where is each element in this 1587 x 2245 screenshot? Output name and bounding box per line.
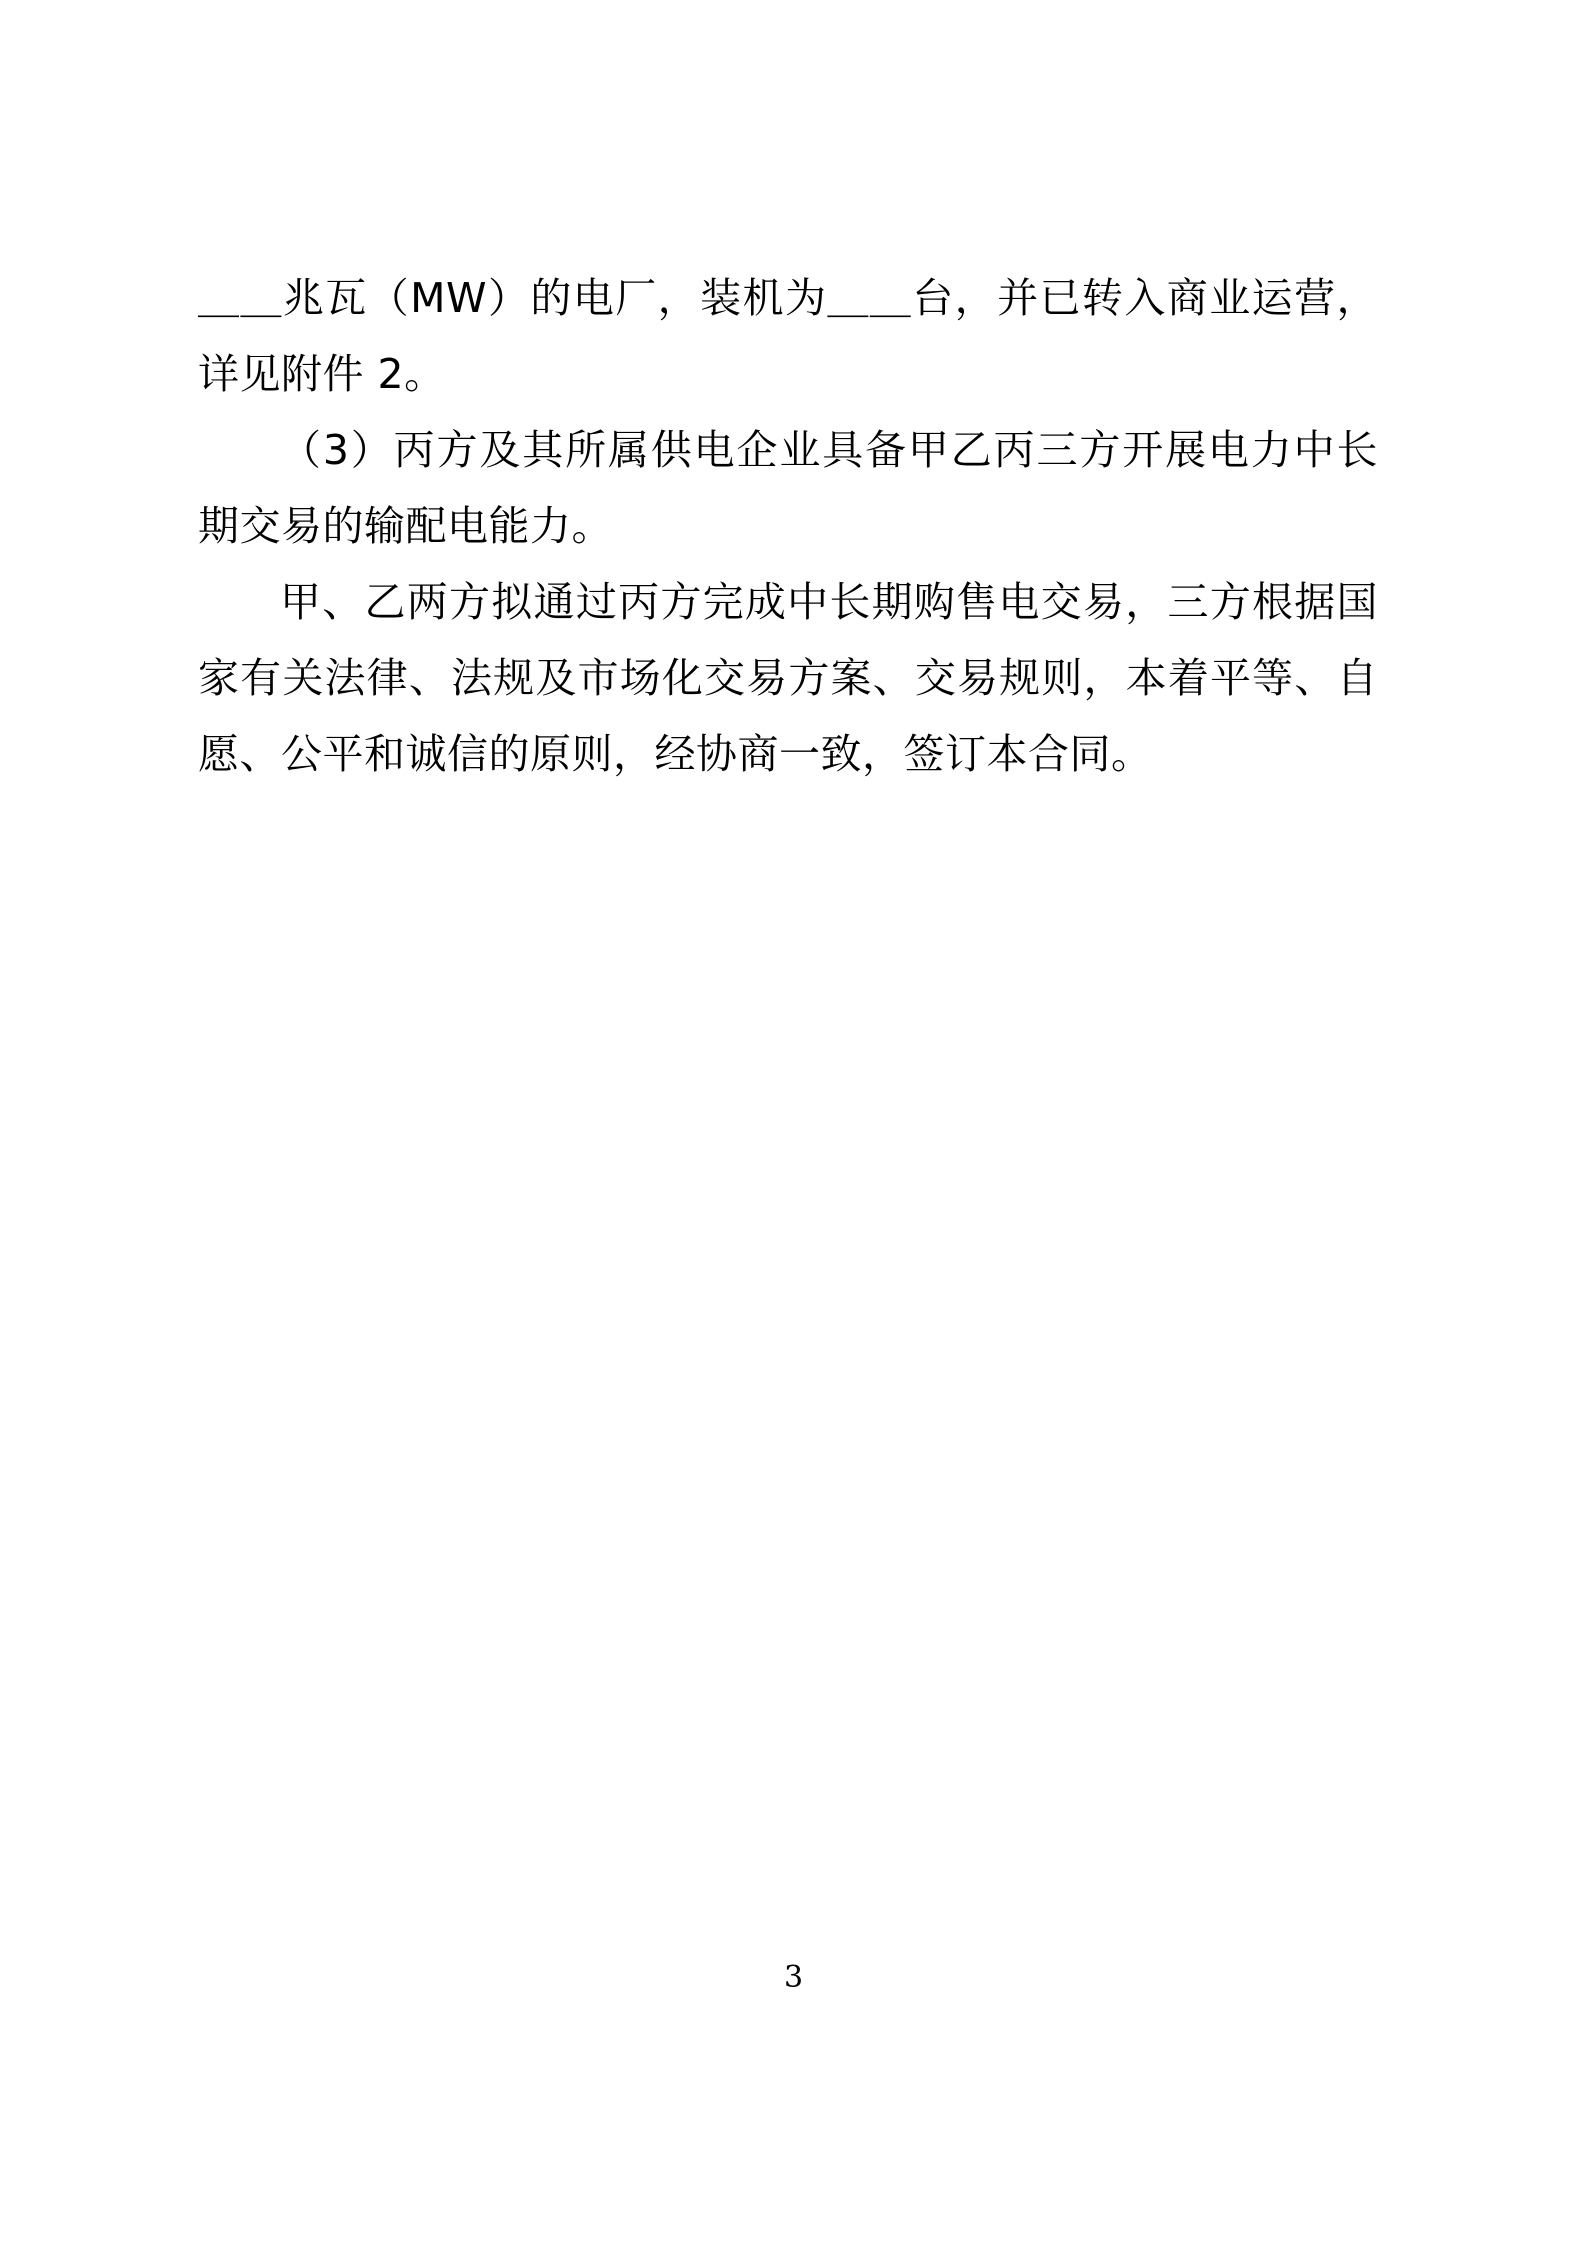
paragraph-closing: 甲、乙两方拟通过丙方完成中长期购售电交易，三方根据国家有关法律、法规及市场化交易方案、交易规则，本着平等、自愿、公平和诚信的原则，经协商一致，签订本合同。 [198,578,1378,778]
paragraph-continued-plant: ＿＿兆瓦（MW）的电厂，装机为＿＿台，并已转入商业运营，详见附件 2。 [198,274,1378,398]
page-body [198,260,1378,792]
paragraph-item-3: （3）丙方及其所属供电企业具备甲乙丙三方开展电力中长期交易的输配电能力。 [198,426,1378,550]
page-number: 3 [783,1960,804,1995]
